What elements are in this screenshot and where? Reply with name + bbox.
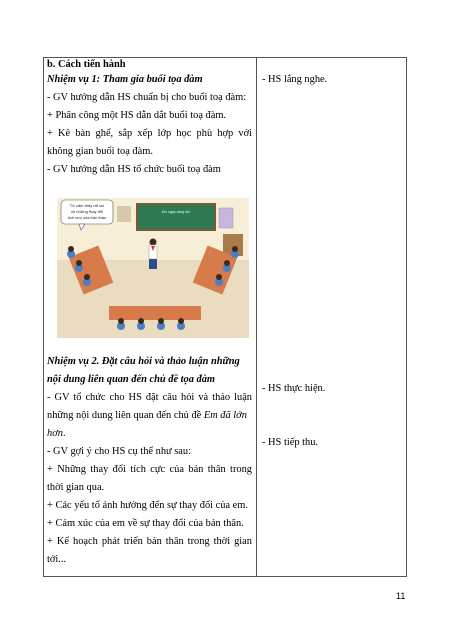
task2-title-cont: nội dung liên quan đến chủ đề tọa đàm <box>47 374 216 385</box>
board-text: Em ngày càng lớn <box>161 210 191 214</box>
page-number: 11 <box>396 591 406 601</box>
task1-line: không gian buổi toạ đàm. <box>47 146 153 157</box>
task2-title: Nhiệm vụ 2. Đặt câu hỏi và thảo luận những <box>47 356 240 367</box>
task1-line: + Phân công một HS dẫn dắt buổi toạ đàm. <box>47 110 227 121</box>
task2-line: hơn. <box>47 428 66 439</box>
student-activity: - HS lắng nghe. <box>262 74 328 85</box>
task2-line: + Kế hoạch phát triển bản thân trong thời gian <box>47 536 252 547</box>
task1-line: - GV hướng dẫn HS tổ chức buổi toạ đàm <box>47 164 221 175</box>
task2-line: - GV gợi ý cho HS cụ thể như sau: <box>47 446 191 457</box>
svg-text:tích cực của bản thân: tích cực của bản thân <box>67 215 107 220</box>
chalkboard <box>137 204 215 230</box>
task2-line: + Cảm xúc của em về sự thay đổi của bản thân. <box>47 518 244 529</box>
student-activity: - HS thực hiện. <box>262 383 326 394</box>
svg-text:Tớ cảm thấy rất vui: Tớ cảm thấy rất vui <box>69 203 105 208</box>
svg-text:về những thay đổi: về những thay đổi <box>70 209 104 214</box>
task2-line: - GV tổ chức cho HS đặt câu hỏi và thảo luận <box>47 392 252 403</box>
section-heading: b. Cách tiến hành <box>47 59 126 70</box>
task1-line: - GV hướng dẫn HS chuẩn bị cho buổi toạ đàm: <box>47 92 247 103</box>
task2-line: + Những thay đổi tích cực của bản thân trong <box>47 464 252 475</box>
task2-line: tới... <box>47 554 67 565</box>
task2-line: thời gian qua. <box>47 482 105 493</box>
task2-line: + Các yếu tố ảnh hưởng đến sự thay đổi của em. <box>47 500 248 511</box>
task2-line: những nội dung liên quan đến chủ đề Em đã lớn <box>47 410 247 421</box>
student-activity: - HS tiếp thu. <box>262 437 318 448</box>
task1-line: + Kê bàn ghế, sắp xếp lớp học phù hợp với <box>47 128 252 139</box>
lesson-table <box>43 57 407 577</box>
column-divider <box>256 58 257 576</box>
task1-title: Nhiệm vụ 1: Tham gia buổi tọa đàm <box>47 74 203 85</box>
classroom-illustration <box>57 198 249 338</box>
